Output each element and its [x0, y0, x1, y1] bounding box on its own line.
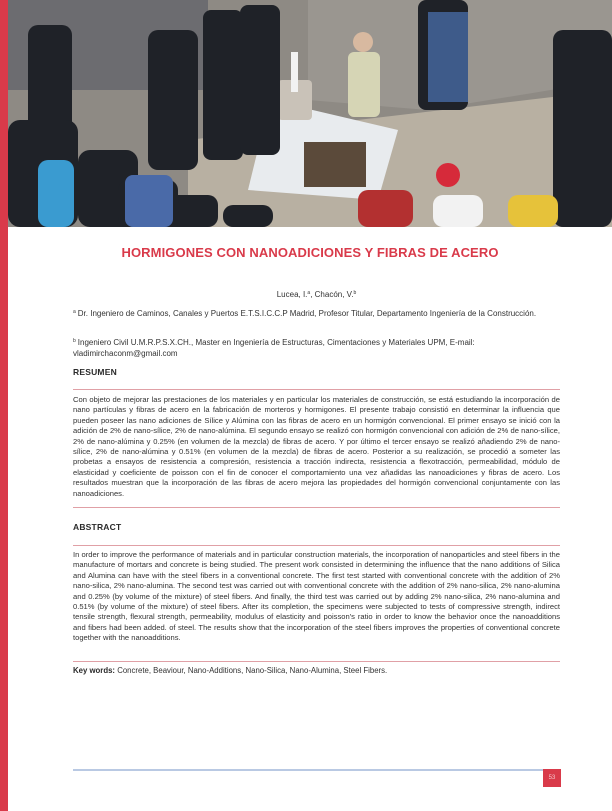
photo-tube [291, 52, 298, 92]
photo-illustration [8, 0, 612, 227]
author-2-mark: b [353, 290, 357, 296]
resumen-text: Con objeto de mejorar las prestaciones de los materiales y en particular los materiales de construcción, se está estudiando la incorporación de nano partículas y fibras de acero en la fabricación de morteros y hormigones. El presente trabajo consistió en determinar la influencia que pueden poseer las nano adiciones de Sílice y Alúmina con las fibras de acero en un hormigón convencional. El primer ensayo se inició con la adición de 2% de nano-sílice, 2% de nano-alúmina. El segundo ensayo se realizó con hormigón convencional con adición de 2% de nano-sílice, 2% de nano-alúmina y 0.25% (en volumen de la mezcla) de fibras de acero. Y por último el tercer ensayo se realizó añadiendo 2% de nano-sílice, 2% de nano-alúmina y 0.51% (en volumen de la mezcla) de fibras de acero. Posterior a su realización, se procedió a someter las probetas a ensayos de resistencia a compresión, resistencia a tracción indirecta, resistencia a flexotracción, permeabilidad, módulo de elasticidad y coeficiente de poisson con el fin de conocer el comportamiento una vez añadidas las nanoadiciones y fibras de acero. Los resultados muestran que la incorporación de las fibras de acero mejora las propiedades del hormigón convencional conjuntamente con las nanoadiciones. [73, 395, 560, 498]
author-separator: , [310, 290, 315, 299]
affiliation-b [73, 336, 560, 359]
affiliation-mark: a [73, 309, 76, 315]
author-line [73, 290, 560, 299]
keywords-text: Concrete, Beaviour, Nano-Additions, Nano-Silica, Nano-Alumina, Steel Fibers. [115, 666, 388, 675]
section-divider [73, 507, 560, 508]
photo-red-jacket [358, 190, 413, 227]
photo-blue-hoodie [38, 160, 74, 227]
photo-yellow-jacket [508, 195, 558, 227]
keywords-label: Key words: [73, 666, 116, 675]
photo-red-helmet [436, 163, 460, 187]
page-number: 53 [543, 769, 561, 787]
affiliation-mark: b [73, 338, 76, 344]
affiliation-text: Dr. Ingeniero de Caminos, Canales y Puertos E.T.S.I.C.C.P Madrid, Profesor Titular, Departamento Ingeniería de la Construcción. [77, 309, 537, 318]
author-2: Chacón, V. [314, 290, 354, 299]
keywords [73, 666, 560, 675]
abstract-text: In order to improve the performance of materials and in particular construction materials, the incorporation of nanoparticles and steel fibers in the manufacture of mortars and concrete is being studied. The present work consisted in determining the influence that the nano additions of Silica and Alumina can have with the steel fibers in a conventional concrete. The first test started with conventional concrete with the addition of 2% nano-silica, 2% nano-alumina. The second test was carried out with conventional concrete with the addition of 2% nano-silica, 2% nano-alumina and 0.25% (by volume of the mixture) of steel fibers. And finally, the third test was carried out by adding 2% nano-silica, 2% nano-alumina and 0.51% (by volume of the mixture) of steel fibers. After its completion, the specimens were subjected to tests of compressive strength, indirect tensile strength, flexural strength, permeability, modulus of elasticity and poisson's ratio in order to know the behavior once the nanoadditions and fibers had been added. of steel. The results show that the incorporation of the steel fibers improves the properties of conventional concrete together with the nanoadditions. [73, 550, 560, 643]
affiliation-text: Ingeniero Civil U.M.R.P.S.X.CH., Master en Ingeniería de Estructuras, Cimentaciones y Materiales UPM, E-mail: vladimirchaconm@gmail.com [73, 338, 475, 358]
photo-presenter-body [348, 52, 380, 117]
section-divider [73, 545, 560, 546]
photo-backpack [125, 175, 173, 227]
author-1: Lucea, I. [276, 290, 308, 299]
section-divider [73, 661, 560, 662]
left-accent-bar [0, 0, 8, 811]
abstract-heading: ABSTRACT [73, 522, 122, 532]
resumen-heading: RESUMEN [73, 367, 117, 377]
section-divider [73, 389, 560, 390]
article-title: HORMIGONES CON NANOADICIONES Y FIBRAS DE ACERO [121, 245, 499, 260]
photo-presenter-head [353, 32, 373, 52]
photo-jeans [428, 12, 468, 102]
footer-divider [73, 769, 543, 771]
photo-concrete-tray [304, 142, 366, 187]
author-1-mark: a [307, 290, 311, 296]
affiliation-a [73, 307, 560, 319]
photo-white-helmet [433, 195, 483, 227]
header-photo [8, 0, 612, 227]
